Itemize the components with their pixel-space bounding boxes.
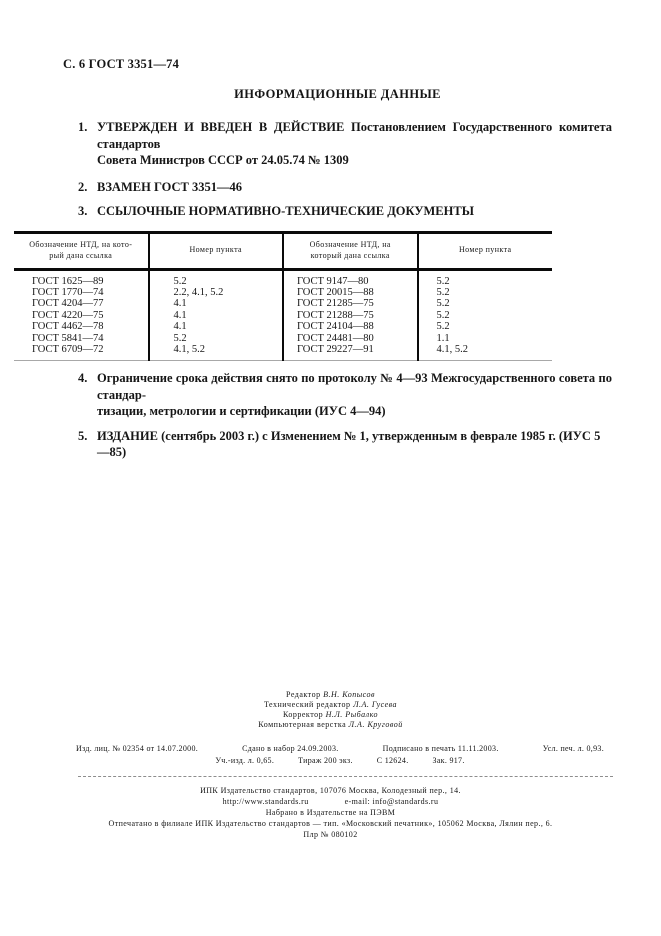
credit-name: Н.Л. Рыбалко: [325, 710, 379, 719]
item-text-line: Совета Министров СССР от 24.05.74 № 1309: [97, 153, 349, 167]
table-cell: ГОСТ 24104—88: [283, 321, 418, 332]
credit-name: В.Н. Копысов: [323, 690, 375, 699]
table-row: [14, 310, 552, 321]
credit-name: Л.А. Круговой: [348, 720, 403, 729]
colophon: [0, 690, 661, 840]
item-number: 2.: [78, 179, 88, 194]
item-replaces: [63, 179, 612, 196]
table-cell: ГОСТ 4462—78: [32, 321, 104, 333]
header-line: рый дана ссылка: [49, 250, 113, 260]
document-title: ИНФОРМАЦИОННЫЕ ДАННЫЕ: [234, 87, 441, 101]
credit-line: [0, 720, 661, 730]
table-cell: 5.2: [418, 321, 553, 332]
table-cell: 4.1, 5.2: [418, 344, 553, 361]
item-edition: [63, 428, 612, 461]
header-line: Обозначение НТД, на кото-: [29, 240, 133, 249]
table-row: [14, 298, 552, 309]
table-header-cell: [418, 232, 553, 269]
table-cell: ГОСТ 1770—74: [32, 286, 104, 298]
imprint-part: С 12624.: [376, 756, 409, 765]
table-cell: 5.2: [418, 298, 553, 309]
table-cell: ГОСТ 4220—75: [32, 309, 104, 321]
table-cell: 5.2: [149, 269, 284, 287]
item-approved: [63, 119, 612, 169]
credit-role: Редактор: [285, 690, 321, 699]
item-text-line: УТВЕРЖДЕН И ВВЕДЕН В ДЕЙСТВИЕ Постановлением Государственного комитета стандартов: [97, 120, 612, 151]
credits-block: [0, 690, 661, 730]
header-line: Обозначение НТД, на: [309, 240, 391, 249]
table-row: [14, 333, 552, 344]
imprint-block: [76, 744, 604, 765]
table-cell: 5.2: [418, 269, 553, 287]
publisher-web-line: [0, 796, 661, 807]
item-number: 5.: [78, 428, 88, 443]
reference-table: [14, 231, 552, 362]
publisher-block: [0, 785, 661, 840]
imprint-part: Уч.-изд. л. 0,65.: [215, 756, 275, 765]
item-text-line: ВЗАМЕН ГОСТ 3351—46: [97, 179, 242, 194]
table-row: [14, 269, 552, 287]
table-cell: ГОСТ 6709—72: [32, 343, 104, 355]
table-header-cell: [14, 232, 149, 269]
item-text-line: тизации, метрологии и сертификации (ИУС 4—94): [97, 404, 386, 419]
publisher-website: http://www.standards.ru: [222, 797, 309, 806]
table-cell: ГОСТ 20015—88: [283, 287, 418, 298]
imprint-part: Изд. лиц. № 02354 от 14.07.2000.: [76, 744, 199, 753]
imprint-line-2: [76, 756, 604, 765]
table-cell: ГОСТ 1625—89: [32, 275, 104, 287]
table-cell: ГОСТ 4204—77: [32, 298, 104, 310]
table-header-cell: [283, 232, 418, 269]
publisher-address: ИПК Издательство стандартов, 107076 Москва, Колодезный пер., 14.: [200, 786, 461, 795]
table-cell: 4.1: [149, 321, 284, 332]
table-header-row: [14, 232, 552, 269]
imprint-part: Сдано в набор 24.09.2003.: [242, 744, 339, 753]
table-cell: 5.2: [149, 333, 284, 344]
credit-role: Компьютерная верстка: [258, 720, 347, 729]
table-cell: 4.1: [149, 310, 284, 321]
item-text-line: ИЗДАНИЕ (сентябрь 2003 г.) с Изменением № 1, утвержденным в феврале 1985 г. (ИУС 5—85): [97, 428, 601, 460]
table-cell: ГОСТ 21288—75: [283, 310, 418, 321]
table-row: [14, 321, 552, 332]
credit-role: Технический редактор: [263, 700, 351, 709]
table-row: [14, 287, 552, 298]
credit-line: [0, 710, 661, 720]
table-cell: ГОСТ 21285—75: [283, 298, 418, 309]
imprint-line-1: [76, 744, 604, 753]
page-header: С. 6 ГОСТ 3351—74: [63, 57, 180, 71]
table-cell: 5.2: [418, 310, 553, 321]
publisher-typeset-note: Набрано в Издательстве на ПЭВМ: [265, 808, 396, 817]
table-cell: ГОСТ 24481—80: [283, 333, 418, 344]
credit-name: Л.А. Гусева: [353, 700, 398, 709]
imprint-part: Подписано в печать 11.11.2003.: [382, 744, 499, 753]
table-cell: 2.2, 4.1, 5.2: [149, 287, 284, 298]
table-cell: 5.2: [418, 287, 553, 298]
credit-line: [0, 690, 661, 700]
credit-line: [0, 700, 661, 710]
imprint-part: Тираж 200 экз.: [298, 756, 353, 765]
publisher-email: e-mail: info@standards.ru: [344, 797, 439, 806]
imprint-part: Усл. печ. л. 0,93.: [542, 744, 604, 753]
item-text-line: ССЫЛОЧНЫЕ НОРМАТИВНО-ТЕХНИЧЕСКИЕ ДОКУМЕНТЫ: [97, 204, 474, 218]
table-cell: 4.1: [149, 298, 284, 309]
table-header-cell: [149, 232, 284, 269]
table-cell: 4.1, 5.2: [149, 344, 284, 361]
item-number: 4.: [78, 371, 88, 386]
header-line: который дана ссылка: [310, 250, 390, 260]
table-row: [14, 344, 552, 361]
header-line: Номер пункта: [458, 245, 512, 255]
footer-divider: [78, 776, 613, 777]
imprint-part: Зак. 917.: [432, 756, 465, 765]
publisher-license: Плр № 080102: [303, 830, 358, 839]
numbered-items: [63, 119, 612, 220]
table-cell: 1.1: [418, 333, 553, 344]
item-validity: [63, 370, 612, 420]
item-number: 3.: [78, 204, 88, 218]
item-text-line: Ограничение срока действия снято по протоколу № 4—93 Межгосударственного совета по стандар-: [97, 371, 612, 402]
item-number: 1.: [78, 120, 88, 134]
item-reference-docs-heading: [63, 203, 612, 220]
publisher-print-note: Отпечатано в филиале ИПК Издательство стандартов — тип. «Московский печатник», 105062 Москва, Лялин пер., 6.: [108, 819, 553, 828]
table-cell: ГОСТ 29227—91: [283, 344, 418, 361]
table-cell: ГОСТ 9147—80: [283, 269, 418, 287]
header-line: Номер пункта: [189, 245, 243, 255]
table-cell: ГОСТ 5841—74: [32, 332, 104, 344]
credit-role: Корректор: [282, 710, 324, 719]
